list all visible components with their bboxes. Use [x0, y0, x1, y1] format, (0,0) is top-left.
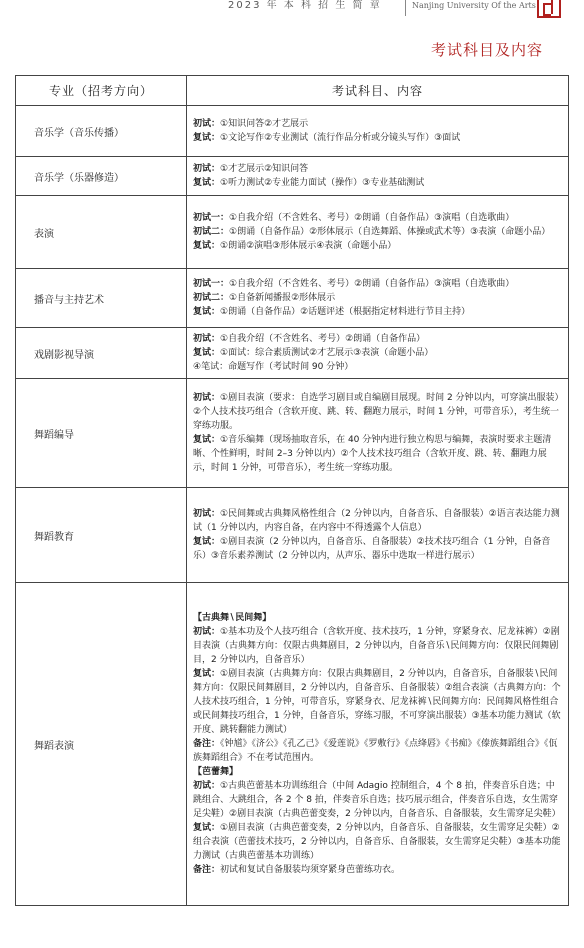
exam-stage-label: 初试： — [193, 393, 221, 403]
exam-line — [193, 305, 562, 319]
exam-line — [193, 737, 562, 765]
exam-stage-label: 复试： — [193, 435, 221, 445]
major-cell: 播音与主持艺术 — [16, 269, 187, 328]
exam-stage-label: 初试： — [193, 119, 221, 129]
exam-line — [193, 162, 562, 176]
exam-text: ①才艺展示②知识问答 — [220, 164, 309, 174]
exam-line — [193, 291, 562, 305]
exam-stage-label: 复试： — [193, 133, 221, 143]
exam-line — [193, 821, 562, 863]
exam-stage-label: 初试： — [193, 627, 221, 637]
content-cell — [187, 583, 569, 906]
exam-subjects-table — [15, 75, 569, 906]
exam-line — [193, 225, 562, 239]
exam-line — [193, 277, 562, 291]
exam-stage-label: 备注： — [193, 739, 221, 749]
exam-line — [193, 779, 562, 821]
table-header-row — [16, 76, 569, 106]
major-cell: 舞蹈教育 — [16, 488, 187, 583]
brochure-heading: 2023 年 本 科 招 生 简 章 — [228, 0, 382, 11]
content-cell — [187, 379, 569, 488]
exam-text: ①自我介绍（不含姓名、考号）②朗诵（自备作品）③演唱（自选歌曲） — [229, 213, 515, 223]
exam-text: ①朗诵②演唱③形体展示④表演（命题小品） — [220, 241, 397, 251]
exam-text: ①自我介绍（不含姓名、考号）②朗诵（自备作品） — [220, 334, 426, 344]
major-cell: 舞蹈表演 — [16, 583, 187, 906]
exam-stage-label: 复试： — [193, 669, 221, 679]
exam-line — [193, 239, 562, 253]
exam-line — [193, 625, 562, 667]
exam-line — [193, 391, 562, 433]
exam-text: ①古典芭蕾基本功训练组合（中间 Adagio 控制组合，4 个 8 拍，伴奏音乐自选；中跳组合、大跳组合，各 2 个 8 拍，伴奏音乐自选；技巧展示组合，伴奏音乐自选，女生需穿足尖鞋）②剧目表演（古典芭蕾变奏，2 分钟以内，自备音乐、自备服装，女生需穿足尖鞋） — [193, 781, 561, 819]
table-row — [16, 328, 569, 379]
section-title: 考试科目及内容 — [430, 41, 543, 59]
exam-stage-label: 复试： — [193, 537, 221, 547]
exam-line — [193, 131, 562, 145]
exam-stage-label: 初试： — [193, 781, 221, 791]
exam-text: ④笔试：命题写作（考试时间 90 分钟） — [193, 362, 354, 372]
exam-text: ①音乐编舞（现场抽取音乐，在 40 分钟内进行独立构思与编舞，表演时要求主题清晰、个性鲜明，时间 2–3 分钟以内）②个人技术技巧组合（含软开度、跳、转、翻跑力展示，时间 1 分钟，可带音乐），考生统一穿练功服。 — [193, 435, 552, 473]
exam-stage-label: 初试： — [193, 509, 221, 519]
exam-line — [193, 360, 562, 374]
major-cell: 舞蹈编导 — [16, 379, 187, 488]
exam-stage-label: 初试一： — [193, 279, 230, 289]
content-cell — [187, 269, 569, 328]
content-cell — [187, 157, 569, 196]
exam-text: 《钟馗》《济公》《孔乙己》《爱莲说》《罗敷行》《点绛唇》《书痴》《傣族舞蹈组合》《佤族舞蹈组合》不在考试范围内。 — [193, 739, 558, 763]
exam-text: ①知识问答②才艺展示 — [220, 119, 309, 129]
table-row — [16, 583, 569, 906]
category-heading — [193, 611, 562, 625]
exam-stage-label: 初试： — [193, 164, 221, 174]
exam-text: ①文论写作②专业测试（流行作品分析或分镜头写作）③面试 — [220, 133, 461, 143]
exam-text: ①民间舞或古典舞风格性组合（2 分钟以内，自备音乐、自备服装）②语言表达能力测试（1 分钟以内，内容自备，在内容中不得透露个人信息） — [193, 509, 560, 533]
exam-stage-label: 初试一： — [193, 213, 230, 223]
exam-text: ①听力测试②专业能力面试（操作）③专业基础测试 — [220, 178, 425, 188]
table-row — [16, 196, 569, 269]
column-header-content: 考试科目、内容 — [187, 76, 569, 106]
exam-line — [193, 535, 562, 563]
content-cell — [187, 488, 569, 583]
exam-text: ①面试：综合素质测试②才艺展示③表演（命题小品） — [220, 348, 434, 358]
major-cell: 戏剧影视导演 — [16, 328, 187, 379]
exam-line — [193, 211, 562, 225]
exam-stage-label: 复试： — [193, 823, 221, 833]
exam-text: ①自备新闻播报②形体展示 — [229, 293, 336, 303]
major-cell: 表演 — [16, 196, 187, 269]
exam-text: 【古典舞∖民间舞】 — [193, 613, 272, 623]
table-row — [16, 269, 569, 328]
page-header — [0, 0, 584, 20]
exam-text: ①剧目表演（古典芭蕾变奏，2 分钟以内，自备音乐、自备服装，女生需穿足尖鞋）②组合表演（芭蕾技术技巧，2 分钟以内，自备音乐、自备服装，女生需穿足尖鞋）③基本功能力测试（古典芭蕾基本功训练） — [193, 823, 561, 861]
exam-line — [193, 176, 562, 190]
exam-text: ①基本功及个人技巧组合（含软开度、技术技巧，1 分钟，穿紧身衣、尼龙袜裤）②剧目表演（古典舞方向：仅限古典舞剧目，2 分钟以内，自备音乐∖民间舞方向：仅限民间舞剧目，2 分钟以内，自备音乐） — [193, 627, 560, 665]
content-cell — [187, 328, 569, 379]
exam-stage-label: 复试： — [193, 307, 221, 317]
major-cell: 音乐学（音乐传播） — [16, 106, 187, 157]
exam-text: ①朗诵（自备作品）②形体展示（自选舞蹈、体操或武术等）③表演（命题小品） — [229, 227, 551, 237]
exam-line — [193, 667, 562, 737]
exam-stage-label: 复试： — [193, 348, 221, 358]
exam-text: ①剧目表演（要求：自选学习剧目或自编剧目展现。时间 2 分钟以内，可穿演出服装）②个人技术技巧组合（含软开度、跳、转、翻跑力展示，时间 1 分钟，可带音乐），考生统一穿练功服。 — [193, 393, 560, 431]
exam-line — [193, 507, 562, 535]
column-header-major: 专业（招考方向） — [16, 76, 187, 106]
exam-stage-label: 初试二： — [193, 293, 230, 303]
exam-stage-label: 初试二： — [193, 227, 230, 237]
exam-stage-label: 复试： — [193, 241, 221, 251]
exam-text: ①自我介绍（不含姓名、考号）②朗诵（自备作品）③演唱（自选歌曲） — [229, 279, 515, 289]
content-cell — [187, 196, 569, 269]
exam-text: 【芭蕾舞】 — [193, 767, 239, 777]
exam-line — [193, 332, 562, 346]
exam-stage-label: 备注： — [193, 865, 221, 875]
university-name: Nanjing University Of the Arts — [412, 1, 536, 10]
exam-text: 初试和复试自备服装均须穿紧身芭蕾练功衣。 — [220, 865, 401, 875]
content-cell — [187, 106, 569, 157]
exam-line — [193, 117, 562, 131]
exam-text: ①剧目表演（古典舞方向：仅限古典舞剧目，2 分钟以内，自备音乐，自备服装∖民间舞方向：仅限民间舞剧目，2 分钟以内，自备音乐、自备服装）②组合表演（古典舞方向：个人技术技巧组合，1 分钟，可带音乐，穿紧身衣、尼龙袜裤∖民间舞方向：民间舞风格性组合或民间舞技巧组合，1 分钟，自备音乐，穿练习服，不可穿演出服装）③基本功能力测试（软开度、跳转翻能力测试） — [193, 669, 561, 735]
exam-line — [193, 863, 562, 877]
exam-text: ①朗诵（自备作品）②话题评述（根据指定材料进行节目主持） — [220, 307, 471, 317]
exam-line — [193, 433, 562, 475]
exam-text: ①剧目表演（2 分钟以内，自备音乐、自备服装）②技术技巧组合（1 分钟，自备音乐）③音乐素养测试（2 分钟以内，从声乐、器乐中选取一样进行展示） — [193, 537, 551, 561]
table-row — [16, 488, 569, 583]
header-divider — [405, 0, 406, 16]
category-heading — [193, 765, 562, 779]
major-cell: 音乐学（乐器修造） — [16, 157, 187, 196]
table-row — [16, 106, 569, 157]
university-logo-icon — [537, 0, 561, 18]
table-row — [16, 157, 569, 196]
exam-stage-label: 初试： — [193, 334, 221, 344]
table-row — [16, 379, 569, 488]
exam-stage-label: 复试： — [193, 178, 221, 188]
exam-line — [193, 346, 562, 360]
